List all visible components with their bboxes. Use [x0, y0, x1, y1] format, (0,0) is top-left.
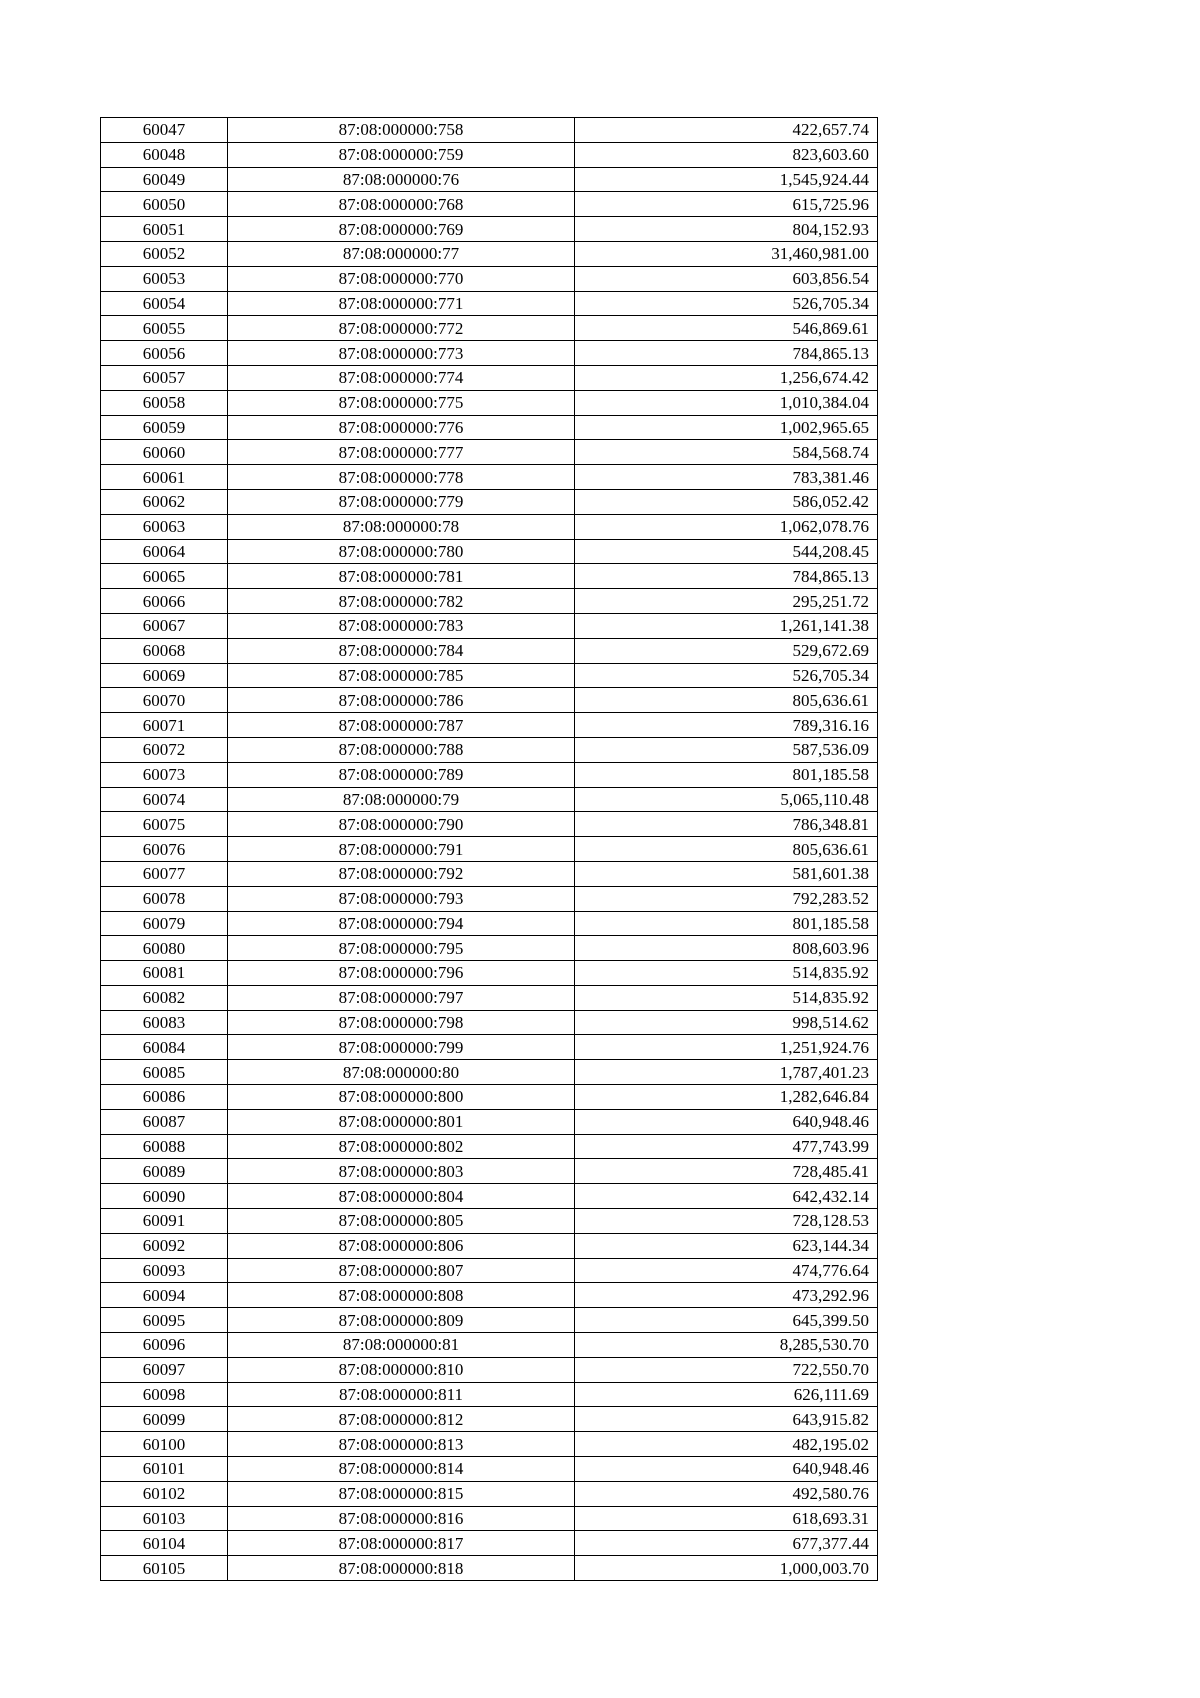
value-cell: 587,536.09	[575, 737, 878, 762]
value-cell: 808,603.96	[575, 936, 878, 961]
table-row	[101, 465, 878, 490]
table-row	[101, 886, 878, 911]
row-number-cell: 60088	[101, 1134, 228, 1159]
cadastral-number-cell: 87:08:000000:793	[228, 886, 575, 911]
table-row	[101, 1233, 878, 1258]
row-number-cell: 60080	[101, 936, 228, 961]
cadastral-number-cell: 87:08:000000:768	[228, 192, 575, 217]
cadastral-number-cell: 87:08:000000:783	[228, 613, 575, 638]
table-row	[101, 241, 878, 266]
value-cell: 8,285,530.70	[575, 1333, 878, 1358]
cadastral-number-cell: 87:08:000000:809	[228, 1308, 575, 1333]
value-cell: 626,111.69	[575, 1382, 878, 1407]
value-cell: 728,485.41	[575, 1159, 878, 1184]
value-cell: 783,381.46	[575, 465, 878, 490]
cadastral-number-cell: 87:08:000000:775	[228, 390, 575, 415]
value-cell: 603,856.54	[575, 266, 878, 291]
cadastral-number-cell: 87:08:000000:817	[228, 1531, 575, 1556]
value-cell: 1,261,141.38	[575, 613, 878, 638]
cadastral-number-cell: 87:08:000000:791	[228, 837, 575, 862]
row-number-cell: 60095	[101, 1308, 228, 1333]
cadastral-number-cell: 87:08:000000:794	[228, 911, 575, 936]
value-cell: 1,256,674.42	[575, 365, 878, 390]
value-cell: 422,657.74	[575, 118, 878, 143]
table-row	[101, 1010, 878, 1035]
value-cell: 1,010,384.04	[575, 390, 878, 415]
table-row	[101, 365, 878, 390]
cadastral-number-cell: 87:08:000000:770	[228, 266, 575, 291]
table-row	[101, 539, 878, 564]
table-row	[101, 812, 878, 837]
cadastral-number-cell: 87:08:000000:81	[228, 1333, 575, 1358]
cadastral-number-cell: 87:08:000000:805	[228, 1209, 575, 1234]
table-row	[101, 589, 878, 614]
cadastral-number-cell: 87:08:000000:816	[228, 1506, 575, 1531]
cadastral-number-cell: 87:08:000000:818	[228, 1556, 575, 1581]
table-row	[101, 1134, 878, 1159]
cadastral-number-cell: 87:08:000000:803	[228, 1159, 575, 1184]
value-cell: 31,460,981.00	[575, 241, 878, 266]
row-number-cell: 60102	[101, 1481, 228, 1506]
value-cell: 615,725.96	[575, 192, 878, 217]
row-number-cell: 60081	[101, 961, 228, 986]
row-number-cell: 60087	[101, 1109, 228, 1134]
row-number-cell: 60091	[101, 1209, 228, 1234]
value-cell: 514,835.92	[575, 985, 878, 1010]
row-number-cell: 60050	[101, 192, 228, 217]
table-row	[101, 787, 878, 812]
value-cell: 805,636.61	[575, 837, 878, 862]
row-number-cell: 60054	[101, 291, 228, 316]
table-row	[101, 1085, 878, 1110]
value-cell: 295,251.72	[575, 589, 878, 614]
cadastral-value-table	[100, 117, 878, 1581]
table-row	[101, 1432, 878, 1457]
cadastral-number-cell: 87:08:000000:776	[228, 415, 575, 440]
row-number-cell: 60100	[101, 1432, 228, 1457]
table-row	[101, 291, 878, 316]
table-row	[101, 1060, 878, 1085]
row-number-cell: 60074	[101, 787, 228, 812]
row-number-cell: 60105	[101, 1556, 228, 1581]
table-row	[101, 1382, 878, 1407]
cadastral-number-cell: 87:08:000000:808	[228, 1283, 575, 1308]
table-row	[101, 663, 878, 688]
cadastral-number-cell: 87:08:000000:802	[228, 1134, 575, 1159]
table-row	[101, 142, 878, 167]
table-row	[101, 1506, 878, 1531]
value-cell: 1,251,924.76	[575, 1035, 878, 1060]
cadastral-number-cell: 87:08:000000:795	[228, 936, 575, 961]
table-row	[101, 638, 878, 663]
table-row	[101, 936, 878, 961]
table-row	[101, 341, 878, 366]
table-row	[101, 1457, 878, 1482]
cadastral-number-cell: 87:08:000000:759	[228, 142, 575, 167]
cadastral-number-cell: 87:08:000000:806	[228, 1233, 575, 1258]
value-cell: 482,195.02	[575, 1432, 878, 1457]
cadastral-number-cell: 87:08:000000:777	[228, 440, 575, 465]
row-number-cell: 60104	[101, 1531, 228, 1556]
table-row	[101, 1159, 878, 1184]
cadastral-number-cell: 87:08:000000:813	[228, 1432, 575, 1457]
row-number-cell: 60049	[101, 167, 228, 192]
cadastral-number-cell: 87:08:000000:796	[228, 961, 575, 986]
row-number-cell: 60047	[101, 118, 228, 143]
row-number-cell: 60079	[101, 911, 228, 936]
cadastral-number-cell: 87:08:000000:782	[228, 589, 575, 614]
cadastral-number-cell: 87:08:000000:77	[228, 241, 575, 266]
value-cell: 786,348.81	[575, 812, 878, 837]
row-number-cell: 60072	[101, 737, 228, 762]
table-row	[101, 167, 878, 192]
cadastral-number-cell: 87:08:000000:789	[228, 762, 575, 787]
cadastral-number-cell: 87:08:000000:80	[228, 1060, 575, 1085]
row-number-cell: 60083	[101, 1010, 228, 1035]
value-cell: 643,915.82	[575, 1407, 878, 1432]
row-number-cell: 60094	[101, 1283, 228, 1308]
table-row	[101, 1308, 878, 1333]
value-cell: 514,835.92	[575, 961, 878, 986]
value-cell: 526,705.34	[575, 663, 878, 688]
table-row	[101, 613, 878, 638]
table-row	[101, 266, 878, 291]
row-number-cell: 60078	[101, 886, 228, 911]
value-cell: 722,550.70	[575, 1357, 878, 1382]
row-number-cell: 60053	[101, 266, 228, 291]
value-cell: 792,283.52	[575, 886, 878, 911]
value-cell: 789,316.16	[575, 713, 878, 738]
value-cell: 623,144.34	[575, 1233, 878, 1258]
cadastral-number-cell: 87:08:000000:804	[228, 1184, 575, 1209]
row-number-cell: 60090	[101, 1184, 228, 1209]
value-cell: 784,865.13	[575, 564, 878, 589]
value-cell: 801,185.58	[575, 911, 878, 936]
row-number-cell: 60062	[101, 489, 228, 514]
value-cell: 677,377.44	[575, 1531, 878, 1556]
row-number-cell: 60076	[101, 837, 228, 862]
table-row	[101, 1109, 878, 1134]
value-cell: 584,568.74	[575, 440, 878, 465]
cadastral-number-cell: 87:08:000000:792	[228, 861, 575, 886]
value-cell: 805,636.61	[575, 688, 878, 713]
table-row	[101, 1481, 878, 1506]
table-row	[101, 737, 878, 762]
table-body	[101, 118, 878, 1581]
table-row	[101, 118, 878, 143]
table-row	[101, 1357, 878, 1382]
table-row	[101, 861, 878, 886]
table-row	[101, 1035, 878, 1060]
table-row	[101, 837, 878, 862]
row-number-cell: 60061	[101, 465, 228, 490]
table-row	[101, 911, 878, 936]
value-cell: 1,000,003.70	[575, 1556, 878, 1581]
value-cell: 492,580.76	[575, 1481, 878, 1506]
cadastral-number-cell: 87:08:000000:758	[228, 118, 575, 143]
row-number-cell: 60073	[101, 762, 228, 787]
value-cell: 823,603.60	[575, 142, 878, 167]
value-cell: 477,743.99	[575, 1134, 878, 1159]
row-number-cell: 60056	[101, 341, 228, 366]
cadastral-number-cell: 87:08:000000:797	[228, 985, 575, 1010]
table-row	[101, 1209, 878, 1234]
cadastral-number-cell: 87:08:000000:779	[228, 489, 575, 514]
row-number-cell: 60060	[101, 440, 228, 465]
row-number-cell: 60064	[101, 539, 228, 564]
table-row	[101, 1333, 878, 1358]
value-cell: 474,776.64	[575, 1258, 878, 1283]
cadastral-number-cell: 87:08:000000:780	[228, 539, 575, 564]
table-row	[101, 688, 878, 713]
cadastral-number-cell: 87:08:000000:807	[228, 1258, 575, 1283]
value-cell: 581,601.38	[575, 861, 878, 886]
row-number-cell: 60084	[101, 1035, 228, 1060]
row-number-cell: 60068	[101, 638, 228, 663]
cadastral-number-cell: 87:08:000000:769	[228, 217, 575, 242]
cadastral-number-cell: 87:08:000000:790	[228, 812, 575, 837]
value-cell: 1,787,401.23	[575, 1060, 878, 1085]
row-number-cell: 60086	[101, 1085, 228, 1110]
cadastral-number-cell: 87:08:000000:811	[228, 1382, 575, 1407]
cadastral-number-cell: 87:08:000000:800	[228, 1085, 575, 1110]
row-number-cell: 60071	[101, 713, 228, 738]
row-number-cell: 60099	[101, 1407, 228, 1432]
row-number-cell: 60052	[101, 241, 228, 266]
table-row	[101, 217, 878, 242]
table-row	[101, 713, 878, 738]
row-number-cell: 60096	[101, 1333, 228, 1358]
row-number-cell: 60085	[101, 1060, 228, 1085]
value-cell: 784,865.13	[575, 341, 878, 366]
value-cell: 473,292.96	[575, 1283, 878, 1308]
value-cell: 1,002,965.65	[575, 415, 878, 440]
row-number-cell: 60065	[101, 564, 228, 589]
row-number-cell: 60077	[101, 861, 228, 886]
value-cell: 998,514.62	[575, 1010, 878, 1035]
row-number-cell: 60063	[101, 514, 228, 539]
cadastral-number-cell: 87:08:000000:787	[228, 713, 575, 738]
row-number-cell: 60101	[101, 1457, 228, 1482]
cadastral-number-cell: 87:08:000000:781	[228, 564, 575, 589]
cadastral-number-cell: 87:08:000000:78	[228, 514, 575, 539]
row-number-cell: 60051	[101, 217, 228, 242]
cadastral-number-cell: 87:08:000000:801	[228, 1109, 575, 1134]
table-row	[101, 316, 878, 341]
value-cell: 1,545,924.44	[575, 167, 878, 192]
table-row	[101, 1184, 878, 1209]
cadastral-number-cell: 87:08:000000:788	[228, 737, 575, 762]
table-row	[101, 415, 878, 440]
value-cell: 1,282,646.84	[575, 1085, 878, 1110]
table-row	[101, 1407, 878, 1432]
cadastral-number-cell: 87:08:000000:772	[228, 316, 575, 341]
row-number-cell: 60069	[101, 663, 228, 688]
row-number-cell: 60075	[101, 812, 228, 837]
cadastral-number-cell: 87:08:000000:76	[228, 167, 575, 192]
cadastral-number-cell: 87:08:000000:785	[228, 663, 575, 688]
row-number-cell: 60058	[101, 390, 228, 415]
table-row	[101, 564, 878, 589]
row-number-cell: 60048	[101, 142, 228, 167]
value-cell: 801,185.58	[575, 762, 878, 787]
row-number-cell: 60103	[101, 1506, 228, 1531]
value-cell: 529,672.69	[575, 638, 878, 663]
value-cell: 728,128.53	[575, 1209, 878, 1234]
value-cell: 586,052.42	[575, 489, 878, 514]
row-number-cell: 60055	[101, 316, 228, 341]
table-row	[101, 1556, 878, 1581]
row-number-cell: 60097	[101, 1357, 228, 1382]
value-cell: 544,208.45	[575, 539, 878, 564]
row-number-cell: 60066	[101, 589, 228, 614]
table-row	[101, 985, 878, 1010]
cadastral-number-cell: 87:08:000000:784	[228, 638, 575, 663]
value-cell: 546,869.61	[575, 316, 878, 341]
row-number-cell: 60098	[101, 1382, 228, 1407]
cadastral-number-cell: 87:08:000000:810	[228, 1357, 575, 1382]
cadastral-number-cell: 87:08:000000:812	[228, 1407, 575, 1432]
value-cell: 1,062,078.76	[575, 514, 878, 539]
row-number-cell: 60082	[101, 985, 228, 1010]
row-number-cell: 60067	[101, 613, 228, 638]
table-row	[101, 489, 878, 514]
row-number-cell: 60059	[101, 415, 228, 440]
row-number-cell: 60070	[101, 688, 228, 713]
table-row	[101, 390, 878, 415]
value-cell: 804,152.93	[575, 217, 878, 242]
value-cell: 640,948.46	[575, 1109, 878, 1134]
table-row	[101, 440, 878, 465]
cadastral-number-cell: 87:08:000000:771	[228, 291, 575, 316]
cadastral-number-cell: 87:08:000000:814	[228, 1457, 575, 1482]
row-number-cell: 60093	[101, 1258, 228, 1283]
table-row	[101, 514, 878, 539]
value-cell: 642,432.14	[575, 1184, 878, 1209]
value-cell: 640,948.46	[575, 1457, 878, 1482]
row-number-cell: 60057	[101, 365, 228, 390]
value-cell: 5,065,110.48	[575, 787, 878, 812]
cadastral-number-cell: 87:08:000000:773	[228, 341, 575, 366]
cadastral-number-cell: 87:08:000000:778	[228, 465, 575, 490]
row-number-cell: 60092	[101, 1233, 228, 1258]
cadastral-number-cell: 87:08:000000:786	[228, 688, 575, 713]
row-number-cell: 60089	[101, 1159, 228, 1184]
cadastral-number-cell: 87:08:000000:799	[228, 1035, 575, 1060]
cadastral-number-cell: 87:08:000000:79	[228, 787, 575, 812]
value-cell: 618,693.31	[575, 1506, 878, 1531]
value-cell: 645,399.50	[575, 1308, 878, 1333]
cadastral-number-cell: 87:08:000000:774	[228, 365, 575, 390]
table-row	[101, 1531, 878, 1556]
table-row	[101, 961, 878, 986]
table-row	[101, 192, 878, 217]
cadastral-number-cell: 87:08:000000:798	[228, 1010, 575, 1035]
table-row	[101, 1258, 878, 1283]
table-row	[101, 762, 878, 787]
table-row	[101, 1283, 878, 1308]
cadastral-number-cell: 87:08:000000:815	[228, 1481, 575, 1506]
value-cell: 526,705.34	[575, 291, 878, 316]
